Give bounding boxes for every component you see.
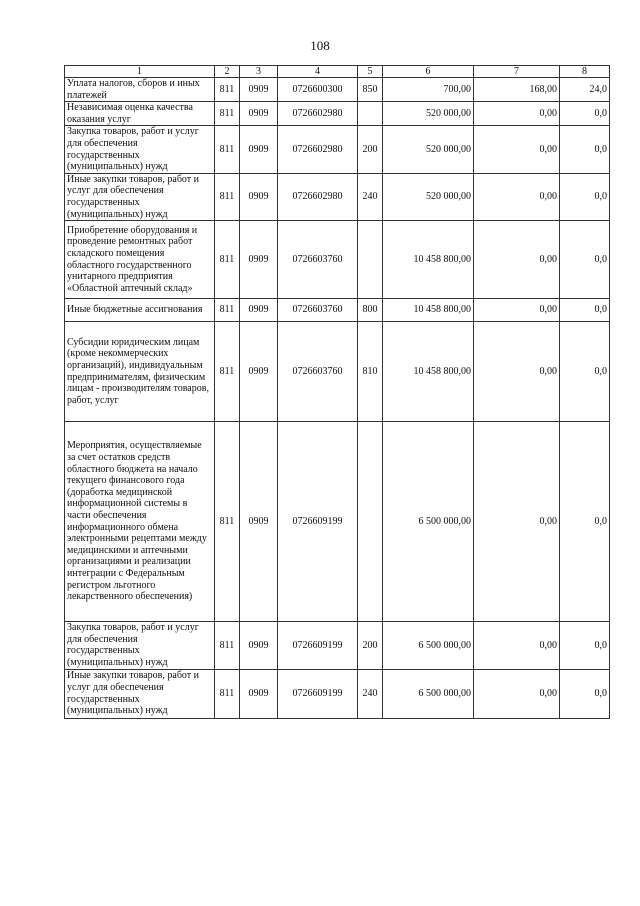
row-code-4: 0726609199 [278, 622, 358, 669]
row-code-2: 811 [215, 126, 240, 173]
table-row [65, 102, 610, 126]
row-description: Приобретение оборудования и проведение ремонтных работ складского помещения областного государственного унитарного предприятия «Областной аптечный склад» [65, 221, 215, 299]
header-row [65, 66, 610, 78]
row-code-5: 240 [358, 669, 383, 718]
row-description: Мероприятия, осуществляемые за счет остатков средств областного бюджета на начало текущего финансового года (доработка медицинской информационной системы в части обеспечения информационного обмена электронными рецептами между медицинскими и аптечными организациями и реализации интеграции с Федеральным регистром льготного лекарственного обеспечения) [65, 422, 215, 622]
row-value-8: 0,0 [560, 669, 610, 718]
row-value-8: 0,0 [560, 299, 610, 322]
row-code-3: 0909 [240, 322, 278, 422]
row-amount-6: 6 500 000,00 [383, 422, 474, 622]
row-code-4: 0726603760 [278, 299, 358, 322]
row-description: Субсидии юридическим лицам (кроме некоммерческих организаций), индивидуальным предпринимателям, физическим лицам - производителям товаров, работ, услуг [65, 322, 215, 422]
row-amount-7: 0,00 [474, 126, 560, 173]
row-amount-7: 0,00 [474, 422, 560, 622]
row-value-8: 0,0 [560, 102, 610, 126]
row-code-4: 0726603760 [278, 322, 358, 422]
table-row [65, 622, 610, 669]
row-code-3: 0909 [240, 102, 278, 126]
row-code-3: 0909 [240, 126, 278, 173]
row-code-2: 811 [215, 299, 240, 322]
row-value-8: 0,0 [560, 221, 610, 299]
row-code-3: 0909 [240, 78, 278, 102]
row-code-3: 0909 [240, 221, 278, 299]
row-code-2: 811 [215, 173, 240, 220]
row-amount-6: 10 458 800,00 [383, 322, 474, 422]
row-code-4: 0726609199 [278, 669, 358, 718]
row-code-2: 811 [215, 221, 240, 299]
row-code-5: 810 [358, 322, 383, 422]
row-code-2: 811 [215, 78, 240, 102]
row-amount-6: 520 000,00 [383, 173, 474, 220]
row-amount-6: 6 500 000,00 [383, 669, 474, 718]
row-amount-6: 520 000,00 [383, 102, 474, 126]
row-code-4: 0726602980 [278, 173, 358, 220]
row-amount-7: 0,00 [474, 322, 560, 422]
column-header: 8 [560, 66, 610, 78]
row-code-4: 0726609199 [278, 422, 358, 622]
table-row [65, 126, 610, 173]
row-code-3: 0909 [240, 173, 278, 220]
table-row [65, 422, 610, 622]
row-amount-6: 700,00 [383, 78, 474, 102]
row-code-3: 0909 [240, 669, 278, 718]
row-description: Иные закупки товаров, работ и услуг для обеспечения государственных (муниципальных) нужд [65, 173, 215, 220]
row-amount-7: 0,00 [474, 173, 560, 220]
column-header: 3 [240, 66, 278, 78]
table-row [65, 173, 610, 220]
row-code-4: 0726600300 [278, 78, 358, 102]
row-amount-6: 10 458 800,00 [383, 221, 474, 299]
row-code-2: 811 [215, 322, 240, 422]
row-code-3: 0909 [240, 422, 278, 622]
column-header: 6 [383, 66, 474, 78]
row-description: Закупка товаров, работ и услуг для обеспечения государственных (муниципальных) нужд [65, 126, 215, 173]
row-value-8: 24,0 [560, 78, 610, 102]
row-value-8: 0,0 [560, 173, 610, 220]
row-amount-7: 0,00 [474, 299, 560, 322]
column-header: 5 [358, 66, 383, 78]
row-value-8: 0,0 [560, 126, 610, 173]
row-amount-7: 0,00 [474, 669, 560, 718]
row-description: Иные бюджетные ассигнования [65, 299, 215, 322]
row-code-5 [358, 422, 383, 622]
column-header: 1 [65, 66, 215, 78]
row-code-5 [358, 102, 383, 126]
row-description: Закупка товаров, работ и услуг для обеспечения государственных (муниципальных) нужд [65, 622, 215, 669]
row-description: Иные закупки товаров, работ и услуг для обеспечения государственных (муниципальных) нужд [65, 669, 215, 718]
row-value-8: 0,0 [560, 422, 610, 622]
row-code-5: 850 [358, 78, 383, 102]
row-amount-7: 0,00 [474, 102, 560, 126]
row-code-4: 0726602980 [278, 126, 358, 173]
table-row [65, 78, 610, 102]
column-header: 4 [278, 66, 358, 78]
page-number: 108 [310, 38, 330, 53]
row-code-2: 811 [215, 422, 240, 622]
row-description: Уплата налогов, сборов и иных платежей [65, 78, 215, 102]
row-amount-7: 168,00 [474, 78, 560, 102]
row-code-4: 0726603760 [278, 221, 358, 299]
table-header [65, 66, 610, 78]
row-amount-6: 520 000,00 [383, 126, 474, 173]
row-code-4: 0726602980 [278, 102, 358, 126]
row-description: Независимая оценка качества оказания услуг [65, 102, 215, 126]
table-row [65, 299, 610, 322]
row-code-5: 200 [358, 126, 383, 173]
row-code-2: 811 [215, 669, 240, 718]
table-row [65, 322, 610, 422]
row-code-5 [358, 221, 383, 299]
row-amount-6: 10 458 800,00 [383, 299, 474, 322]
table-row [65, 221, 610, 299]
row-code-5: 200 [358, 622, 383, 669]
row-code-5: 800 [358, 299, 383, 322]
budget-table [64, 65, 610, 719]
column-header: 2 [215, 66, 240, 78]
row-code-3: 0909 [240, 299, 278, 322]
table-row [65, 669, 610, 718]
row-code-5: 240 [358, 173, 383, 220]
column-header: 7 [474, 66, 560, 78]
row-value-8: 0,0 [560, 622, 610, 669]
row-amount-7: 0,00 [474, 221, 560, 299]
table-body [65, 78, 610, 719]
row-amount-6: 6 500 000,00 [383, 622, 474, 669]
row-amount-7: 0,00 [474, 622, 560, 669]
row-value-8: 0,0 [560, 322, 610, 422]
row-code-2: 811 [215, 102, 240, 126]
row-code-2: 811 [215, 622, 240, 669]
row-code-3: 0909 [240, 622, 278, 669]
